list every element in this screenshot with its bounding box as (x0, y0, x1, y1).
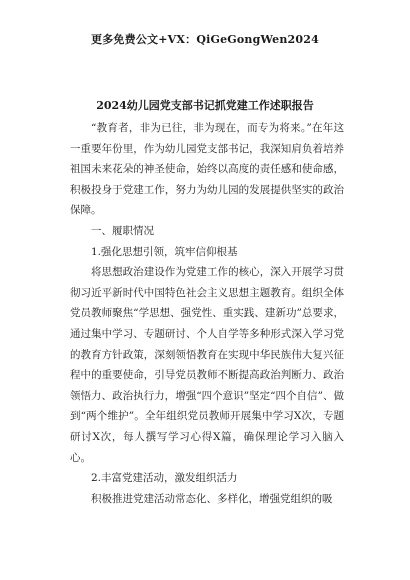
header-watermark: 更多免费公文+VX：QiGeGongWen2024 (91, 33, 319, 46)
document-body (70, 118, 344, 509)
intro-paragraph: “教育者，非为已往，非为现在，而专为将来。”在年这一重要年份里，作为幼儿园党支部书记，我深知肩负着培养祖国未来花朵的神圣使命，始终以高度的责任感和使命感，积极投身于党建工作，努力为幼儿园的发展提供坚实的政治保障。 (70, 122, 344, 217)
section-heading: 一、履职情况 (91, 224, 154, 237)
document-title: 2024幼儿园党支部书记抓党建工作述职报告 (96, 99, 314, 112)
subsection-heading: 2.丰富党建活动，激发组织活力 (91, 472, 238, 485)
body-paragraph: 将思想政治建设作为党建工作的核心，深入开展学习贯彻习近平新时代中国特色社会主义思想主题教育。组织全体党员教师聚焦“学思想、强党性、重实践、建新功”总要求，通过集中学习、专题研讨、个人自学等多种形式深入学习党的教育方针政策，深刻领悟教育在实现中华民族伟大复兴征程中的重要使命，引导党员教师不断提高政治判断力、政治领悟力、政治执行力，增强“四个意识”坚定“四个自信”、做到“两个维护”。全年组织党员教师开展集中学习X次，专题研讨X次，每人撰写学习心得X篇，确保理论学习入脑入心。 (70, 266, 344, 464)
subsection-heading: 1.强化思想引领，筑牢信仰根基 (91, 245, 238, 258)
body-paragraph: 积极推进党建活动常态化、多样化，增强党组织的吸 (91, 492, 333, 505)
